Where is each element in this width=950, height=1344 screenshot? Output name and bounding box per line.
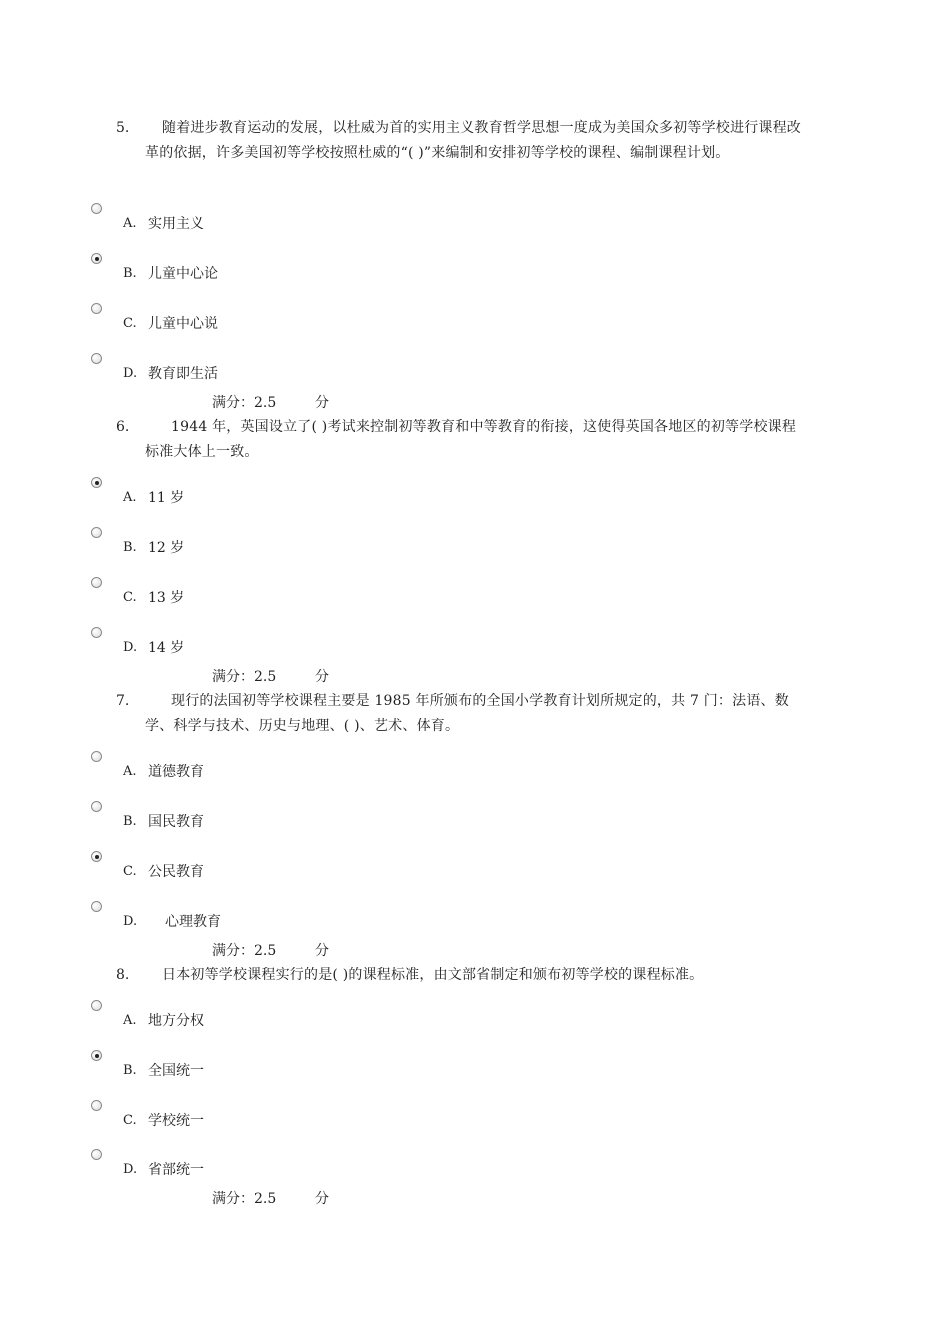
score-label: 满分：2.5	[212, 395, 277, 411]
option-letter: A.	[123, 1013, 137, 1028]
option-text: 教育即生活	[148, 366, 218, 382]
question-text: 日本初等学校课程实行的是( )的课程标准，由文部省制定和颁布初等学校的课程标准。	[162, 967, 704, 983]
option-letter: C.	[123, 864, 137, 879]
radio-button[interactable]	[91, 801, 102, 812]
score-unit: 分	[315, 1191, 329, 1207]
option-letter: A.	[123, 490, 137, 505]
radio-button[interactable]	[91, 353, 102, 364]
radio-button[interactable]	[91, 1000, 102, 1011]
option-letter: A.	[123, 216, 137, 231]
option-8c[interactable]	[0, 1100, 600, 1130]
option-6d[interactable]	[0, 627, 600, 657]
radio-button[interactable]	[91, 1100, 102, 1111]
option-text: 14 岁	[148, 640, 185, 656]
score-line	[212, 667, 329, 687]
option-text: 12 岁	[148, 540, 185, 556]
option-8d[interactable]	[0, 1149, 600, 1179]
option-letter: C.	[123, 316, 137, 331]
option-letter: B.	[123, 266, 137, 281]
option-text: 全国统一	[148, 1063, 204, 1079]
radio-button-selected[interactable]	[91, 1050, 102, 1061]
option-5b[interactable]	[0, 253, 600, 283]
option-text: 道德教育	[148, 764, 204, 780]
option-letter: C.	[123, 1113, 137, 1128]
score-label: 满分：2.5	[212, 669, 277, 685]
option-6b[interactable]	[0, 527, 600, 557]
option-7a[interactable]	[0, 751, 600, 781]
option-letter: D.	[123, 366, 138, 381]
score-unit: 分	[315, 395, 329, 411]
option-letter: D.	[123, 1162, 138, 1177]
option-5d[interactable]	[0, 353, 600, 383]
radio-button[interactable]	[91, 527, 102, 538]
question-number: 6.	[116, 419, 130, 435]
option-text: 学校统一	[148, 1113, 204, 1129]
option-letter: B.	[123, 814, 137, 829]
question-number: 8.	[116, 967, 130, 983]
option-letter: A.	[123, 764, 137, 779]
option-text: 地方分权	[148, 1013, 204, 1029]
score-line	[212, 1189, 329, 1209]
option-text: 儿童中心论	[148, 266, 218, 282]
option-8a[interactable]	[0, 1000, 600, 1030]
radio-button[interactable]	[91, 901, 102, 912]
question-text: 1944 年，英国设立了( )考试来控制初等教育和中等教育的衔接，这使得英国各地区的初等学校课程标准大体上一致。	[145, 419, 797, 460]
radio-button-selected[interactable]	[91, 477, 102, 488]
option-text: 国民教育	[148, 814, 204, 830]
option-7d[interactable]	[0, 901, 600, 931]
radio-button-selected[interactable]	[91, 253, 102, 264]
radio-button[interactable]	[91, 577, 102, 588]
option-letter: C.	[123, 590, 137, 605]
option-text: 11 岁	[148, 490, 185, 506]
score-unit: 分	[315, 669, 329, 685]
score-unit: 分	[315, 943, 329, 959]
radio-button[interactable]	[91, 303, 102, 314]
question-number: 7.	[116, 693, 130, 709]
question-number: 5.	[116, 120, 130, 136]
option-letter: D.	[123, 914, 138, 929]
radio-button[interactable]	[91, 627, 102, 638]
question-text: 现行的法国初等学校课程主要是 1985 年所颁布的全国小学教育计划所规定的，共 7 门：法语、数学、科学与技术、历史与地理、( )、艺术、体育。	[145, 693, 789, 734]
option-text: 实用主义	[148, 216, 204, 232]
score-label: 满分：2.5	[212, 1191, 277, 1207]
option-8b[interactable]	[0, 1050, 600, 1080]
radio-button[interactable]	[91, 1149, 102, 1160]
option-text: 省部统一	[148, 1162, 204, 1178]
option-7b[interactable]	[0, 801, 600, 831]
option-5c[interactable]	[0, 303, 600, 333]
option-text: 心理教育	[165, 914, 221, 930]
option-text: 13 岁	[148, 590, 185, 606]
option-text: 儿童中心说	[148, 316, 218, 332]
option-6c[interactable]	[0, 577, 600, 607]
score-line	[212, 393, 329, 413]
option-letter: D.	[123, 640, 138, 655]
score-line	[212, 941, 329, 961]
option-letter: B.	[123, 540, 137, 555]
score-label: 满分：2.5	[212, 943, 277, 959]
option-6a[interactable]	[0, 477, 600, 507]
option-5a[interactable]	[0, 203, 600, 233]
option-text: 公民教育	[148, 864, 204, 880]
option-letter: B.	[123, 1063, 137, 1078]
option-7c[interactable]	[0, 851, 600, 881]
radio-button[interactable]	[91, 203, 102, 214]
radio-button[interactable]	[91, 751, 102, 762]
question-text: 随着进步教育运动的发展，以杜威为首的实用主义教育哲学思想一度成为美国众多初等学校进行课程改革的依据，许多美国初等学校按照杜威的“( )”来编制和安排初等学校的课程、编制课程计划。	[145, 120, 801, 161]
radio-button-selected[interactable]	[91, 851, 102, 862]
